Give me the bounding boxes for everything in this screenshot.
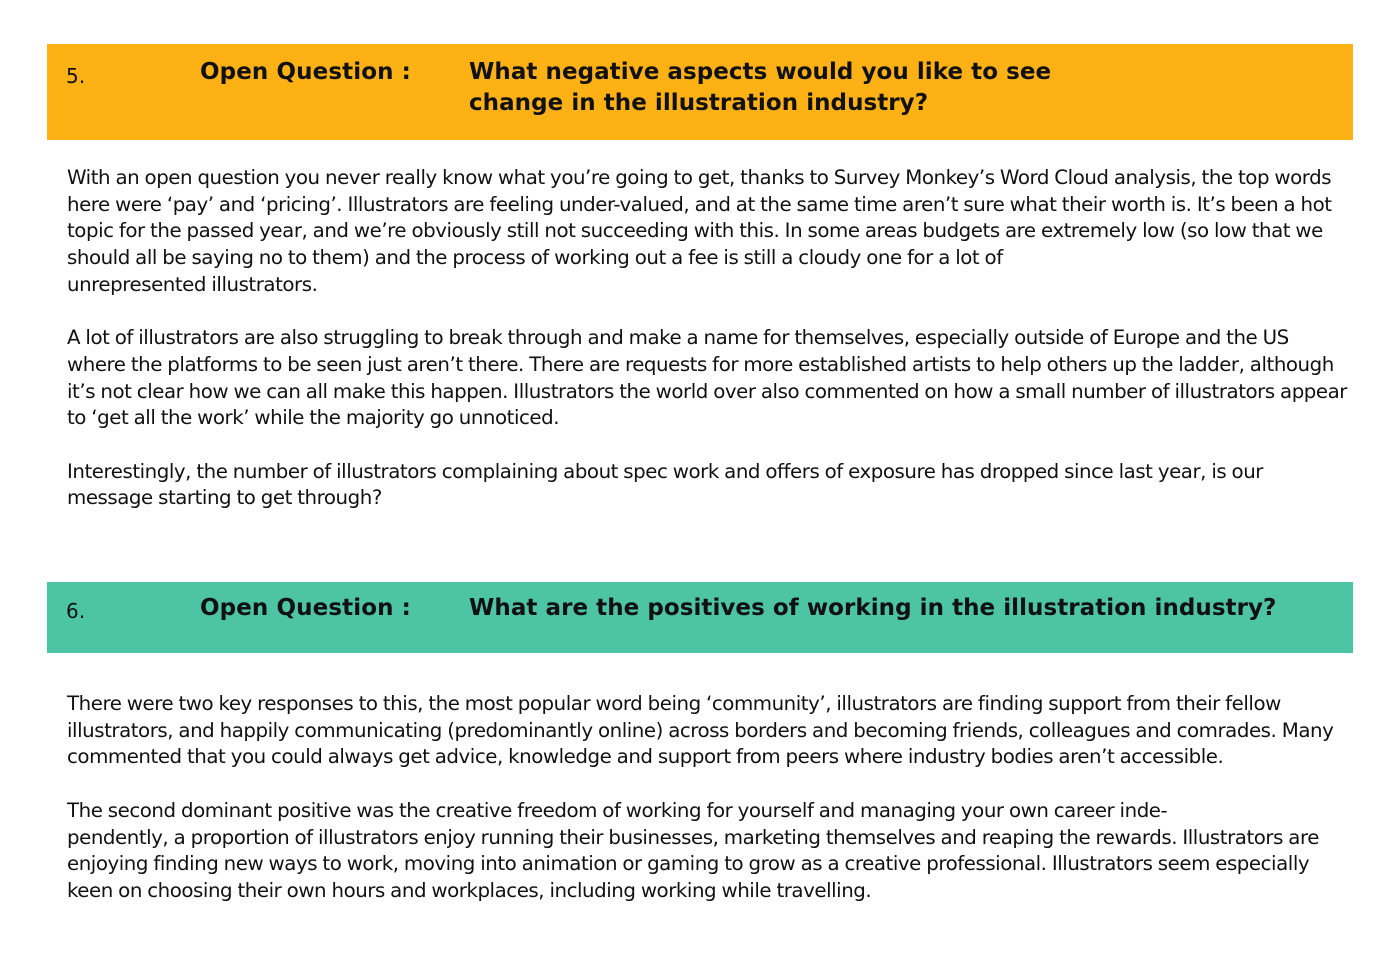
question-6-answer: [67, 691, 1347, 905]
question-number: 5.: [66, 64, 86, 88]
question-title: What negative aspects would you like to see change in the illustration industry?: [469, 59, 1052, 116]
question-type-label: Open Question :: [200, 59, 411, 85]
question-type-label: Open Question :: [200, 595, 411, 621]
answer-paragraph: The second dominant positive was the creative freedom of working for yourself and managing your own career inde- pendently, a proportion of illustrators enjoy running their businesses, marketing themselves and reaping the rewards. Illustrators are enjoying finding new ways to work, moving into animation or gaming to grow as a creative professional. Illustrators seem especially keen on choosing their own hours and workplaces, including working while travelling.: [67, 798, 1319, 902]
question-5-banner: [47, 44, 1353, 140]
answer-paragraph: A lot of illustrators are also struggling to break through and make a name for themselves, especially outside of Europe and the US where the platforms to be seen just aren’t there. There are requests for more established artists to help others up the ladder, although it’s not clear how we can all make this happen. Illustrators the world over also commented on how a small number of illustrators appear to ‘get all the work’ while the majority go unnoticed.: [67, 326, 1347, 430]
question-number: 6.: [66, 599, 86, 623]
answer-paragraph: Interestingly, the number of illustrators complaining about spec work and offers of exposure has dropped since last year, is our message starting to get through?: [67, 459, 1263, 510]
question-title: What are the positives of working in the illustration industry?: [469, 595, 1277, 621]
question-5-answer: [67, 165, 1347, 512]
answer-paragraph: There were two key responses to this, the most popular word being ‘community’, illustrators are finding support from their fellow illustrators, and happily communicating (predominantly online) across borders and becoming friends, colleagues and comrades. Many commented that you could always get advice, knowledge and support from peers where industry bodies aren’t accessible.: [67, 692, 1334, 769]
answer-paragraph: With an open question you never really know what you’re going to get, thanks to Survey Monkey’s Word Cloud analysis, the top words here were ‘pay’ and ‘pricing’. Illustrators are feeling under-valued, and at the same time aren’t sure what their worth is. It’s been a hot topic for the passed year, and we’re obviously still not succeeding with this. In some areas budgets are extremely low (so low that we should all be saying no to them) and the process of working out a fee is still a cloudy one for a lot of unrepresented illustrators.: [67, 166, 1332, 296]
question-6-banner: [47, 582, 1353, 653]
